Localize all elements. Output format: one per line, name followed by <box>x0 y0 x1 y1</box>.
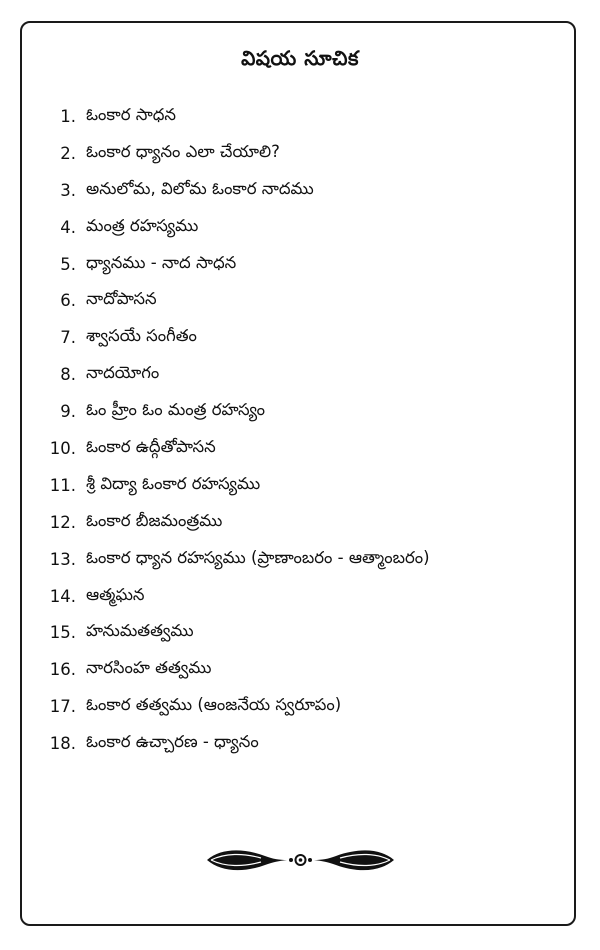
toc-entry-10 <box>28 430 568 467</box>
toc-entry-8 <box>28 356 568 393</box>
toc-entry-title: శ్రీ విద్యా ఓంకార రహస్యము <box>86 473 261 493</box>
toc-entry-9 <box>28 393 568 430</box>
toc-entry-number: 4. <box>60 217 76 237</box>
toc-entry-title: శ్వాసయే సంగీతం <box>86 326 197 346</box>
toc-entry-15 <box>28 614 568 651</box>
toc-entry-title: నాదయోగం <box>86 363 160 383</box>
toc-entry-2 <box>28 135 568 172</box>
toc-entry-title: ఓంకార బీజమంత్రము <box>86 510 223 530</box>
toc-entry-title: ఓంకార తత్వము (ఆంజనేయ స్వరూపం) <box>86 695 342 715</box>
toc-entry-number: 14. <box>49 586 76 606</box>
toc-entry-title: నాదోపాసన <box>86 289 157 309</box>
toc-entry-title: ఆత్మఘన <box>86 584 145 604</box>
toc-entry-number: 17. <box>49 697 76 717</box>
toc-entry-number: 12. <box>49 512 76 532</box>
toc-entry-title: ఓం హ్రీం ఓం మంత్ర రహస్యం <box>86 400 265 420</box>
toc-entry-number: 2. <box>60 143 76 163</box>
toc-entry-11 <box>28 467 568 504</box>
toc-entry-3 <box>28 172 568 209</box>
toc-entry-18 <box>28 725 568 762</box>
toc-entry-title: ఓంకార సాధన <box>86 104 177 124</box>
toc-entry-number: 16. <box>49 660 76 680</box>
toc-entry-number: 7. <box>60 328 76 348</box>
table-of-contents <box>28 98 568 762</box>
toc-entry-title: ఓంకార ధ్యానం ఎలా చేయాలి? <box>86 141 280 161</box>
toc-entry-title: ధ్యానము - నాద సాధన <box>86 252 237 272</box>
toc-entry-number: 6. <box>60 291 76 311</box>
toc-entry-7 <box>28 319 568 356</box>
toc-entry-title: ఓంకార ధ్యాన రహస్యము (ప్రాణాంబరం - ఆత్మాంబరం) <box>86 547 430 567</box>
toc-entry-17 <box>28 688 568 725</box>
toc-entry-number: 9. <box>60 402 76 422</box>
toc-entry-12 <box>28 504 568 541</box>
toc-entry-13 <box>28 541 568 578</box>
toc-entry-1 <box>28 98 568 135</box>
toc-entry-title: ఓంకార ఉద్గీతోపాసన <box>86 436 216 456</box>
toc-entry-5 <box>28 246 568 283</box>
toc-entry-number: 1. <box>60 106 76 126</box>
toc-entry-number: 15. <box>49 623 76 643</box>
toc-entry-number: 5. <box>60 254 76 274</box>
toc-entry-6 <box>28 282 568 319</box>
toc-entry-title: హనుమతత్వము <box>86 621 194 641</box>
toc-entry-number: 10. <box>49 438 76 458</box>
toc-entry-number: 8. <box>60 365 76 385</box>
toc-entry-title: నారసింహ తత్వము <box>86 658 212 678</box>
toc-entry-4 <box>28 209 568 246</box>
toc-entry-number: 13. <box>49 549 76 569</box>
toc-entry-14 <box>28 578 568 615</box>
toc-entry-title: ఓంకార ఉచ్చారణ - ధ్యానం <box>86 732 259 752</box>
toc-entry-title: అనులోమ, విలోమ ఓంకార నాదము <box>86 178 314 198</box>
toc-entry-number: 3. <box>60 180 76 200</box>
toc-entry-16 <box>28 651 568 688</box>
toc-entry-title: మంత్ర రహస్యము <box>86 215 199 235</box>
decorative-scroll-divider-icon <box>203 845 398 875</box>
toc-entry-number: 18. <box>49 734 76 754</box>
page-title: విషయ సూచిక <box>241 46 359 70</box>
toc-entry-number: 11. <box>49 475 76 495</box>
